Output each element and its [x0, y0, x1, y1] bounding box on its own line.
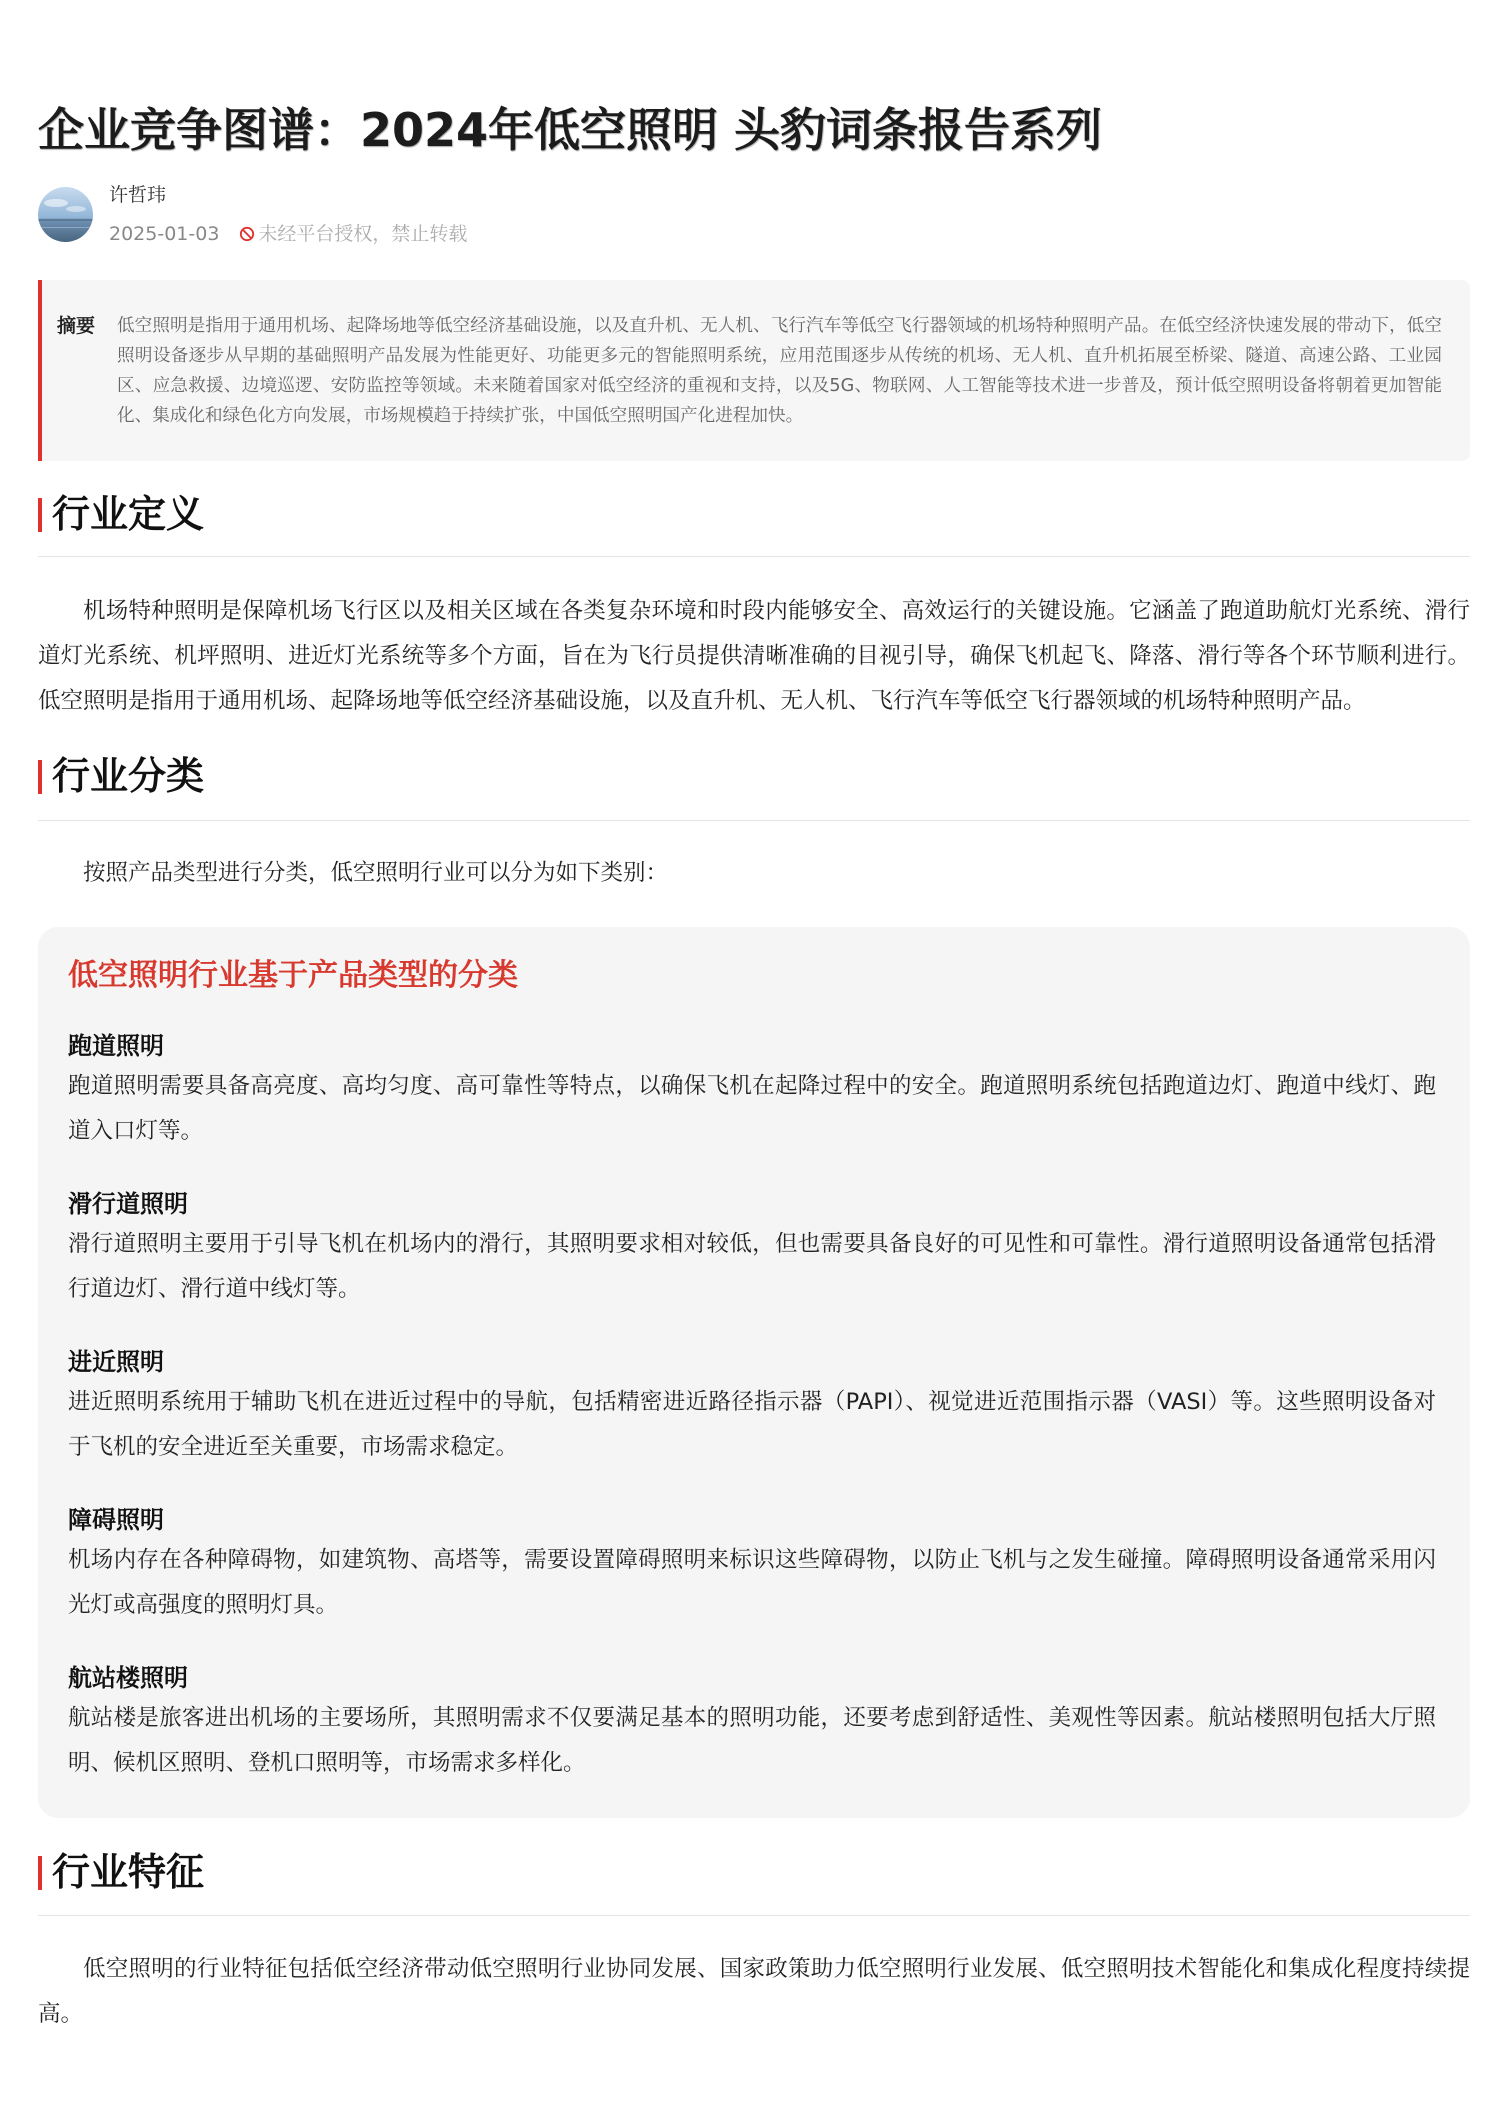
- section-heading-characteristics: [38, 1847, 1470, 1897]
- category-item: [68, 1028, 1436, 1154]
- category-description: 跑道照明需要具备高亮度、高均匀度、高可靠性等特点，以确保飞机在起降过程中的安全。跑道照明系统包括跑道边灯、跑道中线灯、跑道入口灯等。: [68, 1073, 1436, 1144]
- section-divider: [38, 1915, 1470, 1916]
- author-avatar[interactable]: [38, 187, 93, 242]
- category-item: [68, 1502, 1436, 1628]
- category-description: 进近照明系统用于辅助飞机在进近过程中的导航，包括精密进近路径指示器（PAPI）、视觉进近范围指示器（VASI）等。这些照明设备对于飞机的安全进近至关重要，市场需求稳定。: [68, 1389, 1436, 1460]
- card-title: 低空照明行业基于产品类型的分类: [68, 958, 518, 993]
- page-title: 企业竞争图谱：2024年低空照明 头豹词条报告系列: [38, 103, 1103, 157]
- section-accent-bar: [38, 760, 42, 794]
- category-description: 机场内存在各种障碍物，如建筑物、高塔等，需要设置障碍照明来标识这些障碍物，以防止飞机与之发生碰撞。障碍照明设备通常采用闪光灯或高强度的照明灯具。: [68, 1547, 1436, 1618]
- category-name: 障碍照明: [68, 1506, 164, 1534]
- category-name: 滑行道照明: [68, 1190, 188, 1218]
- section-accent-bar: [38, 1856, 42, 1890]
- category-description: 航站楼是旅客进出机场的主要场所，其照明需求不仅要满足基本的照明功能，还要考虑到舒适性、美观性等因素。航站楼照明包括大厅照明、候机区照明、登机口照明等，市场需求多样化。: [68, 1705, 1436, 1776]
- section-title: 行业分类: [52, 754, 205, 798]
- section-title: 行业特征: [52, 1850, 205, 1894]
- classification-intro: 按照产品类型进行分类，低空照明行业可以分为如下类别：: [83, 860, 669, 886]
- classification-card: [38, 927, 1470, 1818]
- category-item: [68, 1344, 1436, 1470]
- abstract-label: 摘要: [57, 315, 96, 337]
- forbidden-icon: [239, 226, 255, 242]
- copyright-notice: 未经平台授权，禁止转载: [258, 223, 468, 245]
- article-meta: [109, 221, 467, 247]
- section-accent-bar: [38, 498, 42, 532]
- section-divider: [38, 556, 1470, 557]
- category-name: 进近照明: [68, 1348, 164, 1376]
- section-divider: [38, 820, 1470, 821]
- category-description: 滑行道照明主要用于引导飞机在机场内的滑行，其照明要求相对较低，但也需要具备良好的可见性和可靠性。滑行道照明设备通常包括滑行道边灯、滑行道中线灯等。: [68, 1231, 1436, 1302]
- publish-date: 2025-01-03: [109, 223, 220, 245]
- avatar-image: [38, 187, 93, 242]
- section-title: 行业定义: [52, 492, 205, 536]
- characteristics-paragraph: 低空照明的行业特征包括低空经济带动低空照明行业协同发展、国家政策助力低空照明行业发展、低空照明技术智能化和集成化程度持续提高。: [38, 1956, 1470, 2027]
- category-item: [68, 1660, 1436, 1786]
- definition-paragraph: 机场特种照明是保障机场飞行区以及相关区域在各类复杂环境和时段内能够安全、高效运行的关键设施。它涵盖了跑道助航灯光系统、滑行道灯光系统、机坪照明、进近灯光系统等多个方面，旨在为飞行员提供清晰准确的目视引导，确保飞机起飞、降落、滑行等各个环节顺利进行。低空照明是指用于通用机场、起降场地等低空经济基础设施，以及直升机、无人机、飞行汽车等低空飞行器领域的机场特种照明产品。: [38, 598, 1470, 714]
- category-item: [68, 1186, 1436, 1312]
- abstract-box: [38, 280, 1470, 461]
- author-name[interactable]: 许哲玮: [109, 184, 167, 206]
- section-heading-definition: [38, 489, 1470, 539]
- section-heading-classification: [38, 751, 1470, 801]
- category-name: 航站楼照明: [68, 1664, 188, 1692]
- category-name: 跑道照明: [68, 1032, 164, 1060]
- abstract-text: 低空照明是指用于通用机场、起降场地等低空经济基础设施，以及直升机、无人机、飞行汽车等低空飞行器领域的机场特种照明产品。在低空经济快速发展的带动下，低空照明设备逐步从早期的基础照明产品发展为性能更好、功能更多元的智能照明系统，应用范围逐步从传统的机场、无人机、直升机拓展至桥梁、隧道、高速公路、工业园区、应急救援、边境巡逻、安防监控等领域。未来随着国家对低空经济的重视和支持，以及5G、物联网、人工智能等技术进一步普及，预计低空照明设备将朝着更加智能化、集成化和绿色化方向发展，市场规模趋于持续扩张，中国低空照明国产化进程加快。: [117, 316, 1442, 426]
